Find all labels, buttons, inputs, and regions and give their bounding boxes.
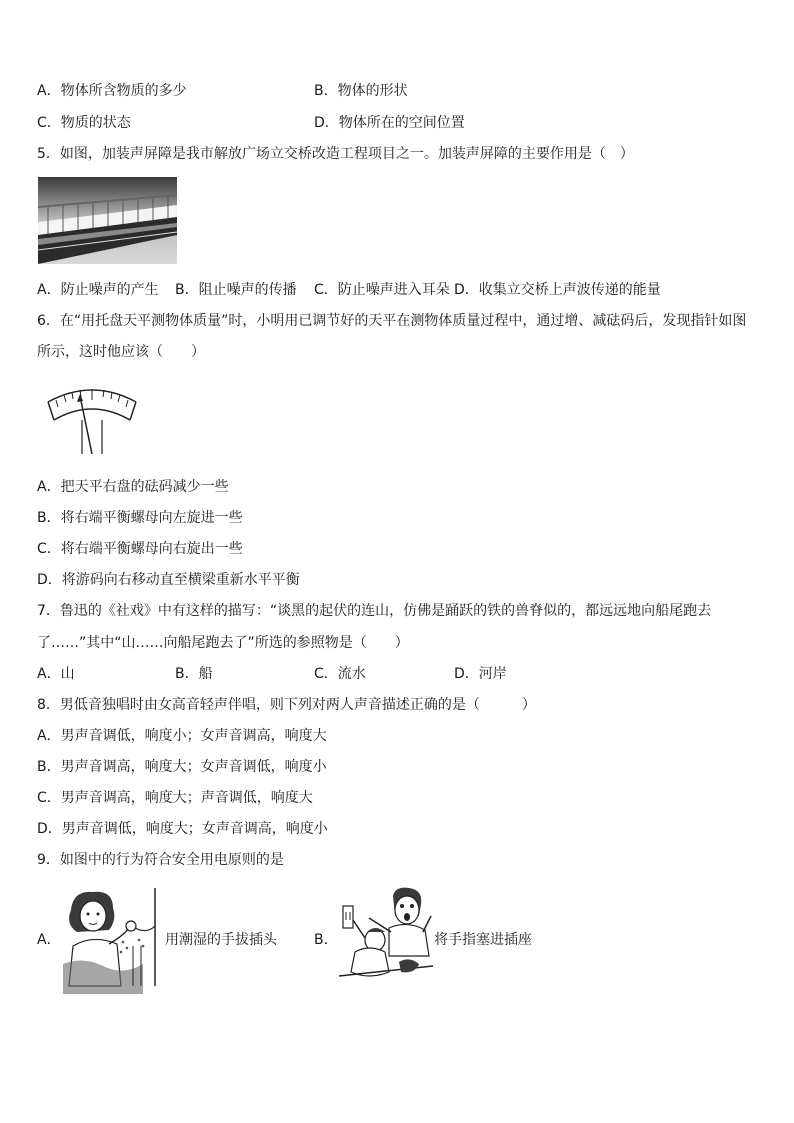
finger-in-socket-illustration — [339, 886, 433, 982]
q5-option-d: D．收集立交桥上声波传递的能量 — [454, 282, 661, 298]
q7-option-d: D．河岸 — [454, 666, 507, 682]
q5-option-a: A．防止噪声的产生 — [37, 282, 159, 298]
sound-barrier-photo — [38, 177, 177, 264]
q7-stem-line2: 了……”其中“山……向船尾跑去了”所选的参照物是（ ） — [37, 635, 409, 651]
q8-option-c: C．男声音调高，响度大；声音调低，响度大 — [37, 790, 313, 806]
wet-hand-unplug-illustration — [63, 886, 163, 994]
q9-option-b-label: B． — [314, 932, 338, 948]
q9-option-a-label: A． — [37, 932, 61, 948]
balance-pointer-diagram — [44, 380, 140, 454]
q5-option-b: B．阻止噪声的传播 — [175, 282, 297, 298]
q7-option-a: A．山 — [37, 666, 75, 682]
q6-option-a: A．把天平右盘的砝码减少一些 — [37, 479, 229, 495]
q9-stem: 9．如图中的行为符合安全用电原则的是 — [37, 852, 284, 868]
q5-option-c: C．防止噪声进入耳朵 — [314, 282, 450, 298]
q9-option-b-text: 将手指塞进插座 — [434, 932, 532, 948]
q8-option-d: D．男声音调低，响度大；女声音调高，响度小 — [37, 821, 328, 837]
q4-option-c: C．物质的状态 — [37, 115, 131, 131]
q6-option-d: D．将游码向右移动直至横梁重新水平平衡 — [37, 572, 300, 588]
q8-option-b: B．男声音调高，响度大；女声音调低，响度小 — [37, 759, 327, 775]
q6-stem-line2: 所示，这时他应该（ ） — [37, 344, 205, 360]
q5-stem: 5．如图，加装声屏障是我市解放广场立交桥改造工程项目之一。加装声屏障的主要作用是（ ） — [37, 146, 634, 162]
q6-stem-line1: 6．在“用托盘天平测物体质量”时，小明用已调节好的天平在测物体质量过程中，通过增、减砝码后，发现指针如图 — [37, 313, 747, 329]
q7-option-c: C．流水 — [314, 666, 366, 682]
q8-stem: 8．男低音独唱时由女高音轻声伴唱，则下列对两人声音描述正确的是（ ） — [37, 697, 536, 713]
q4-option-b: B．物体的形状 — [314, 83, 408, 99]
q7-option-b: B．船 — [175, 666, 213, 682]
q8-option-a: A．男声音调低，响度小；女声音调高，响度大 — [37, 728, 327, 744]
q4-option-d: D．物体所在的空间位置 — [314, 115, 465, 131]
q4-option-a: A．物体所含物质的多少 — [37, 83, 187, 99]
q6-option-b: B．将右端平衡螺母向左旋进一些 — [37, 510, 243, 526]
q6-option-c: C．将右端平衡螺母向右旋出一些 — [37, 541, 243, 557]
q7-stem-line1: 7．鲁迅的《社戏》中有这样的描写：“谈黑的起伏的连山，仿佛是踊跃的铁的兽脊似的，都远远地向船尾跑去 — [37, 603, 712, 619]
q9-option-a-text: 用潮湿的手拔插头 — [165, 932, 277, 948]
